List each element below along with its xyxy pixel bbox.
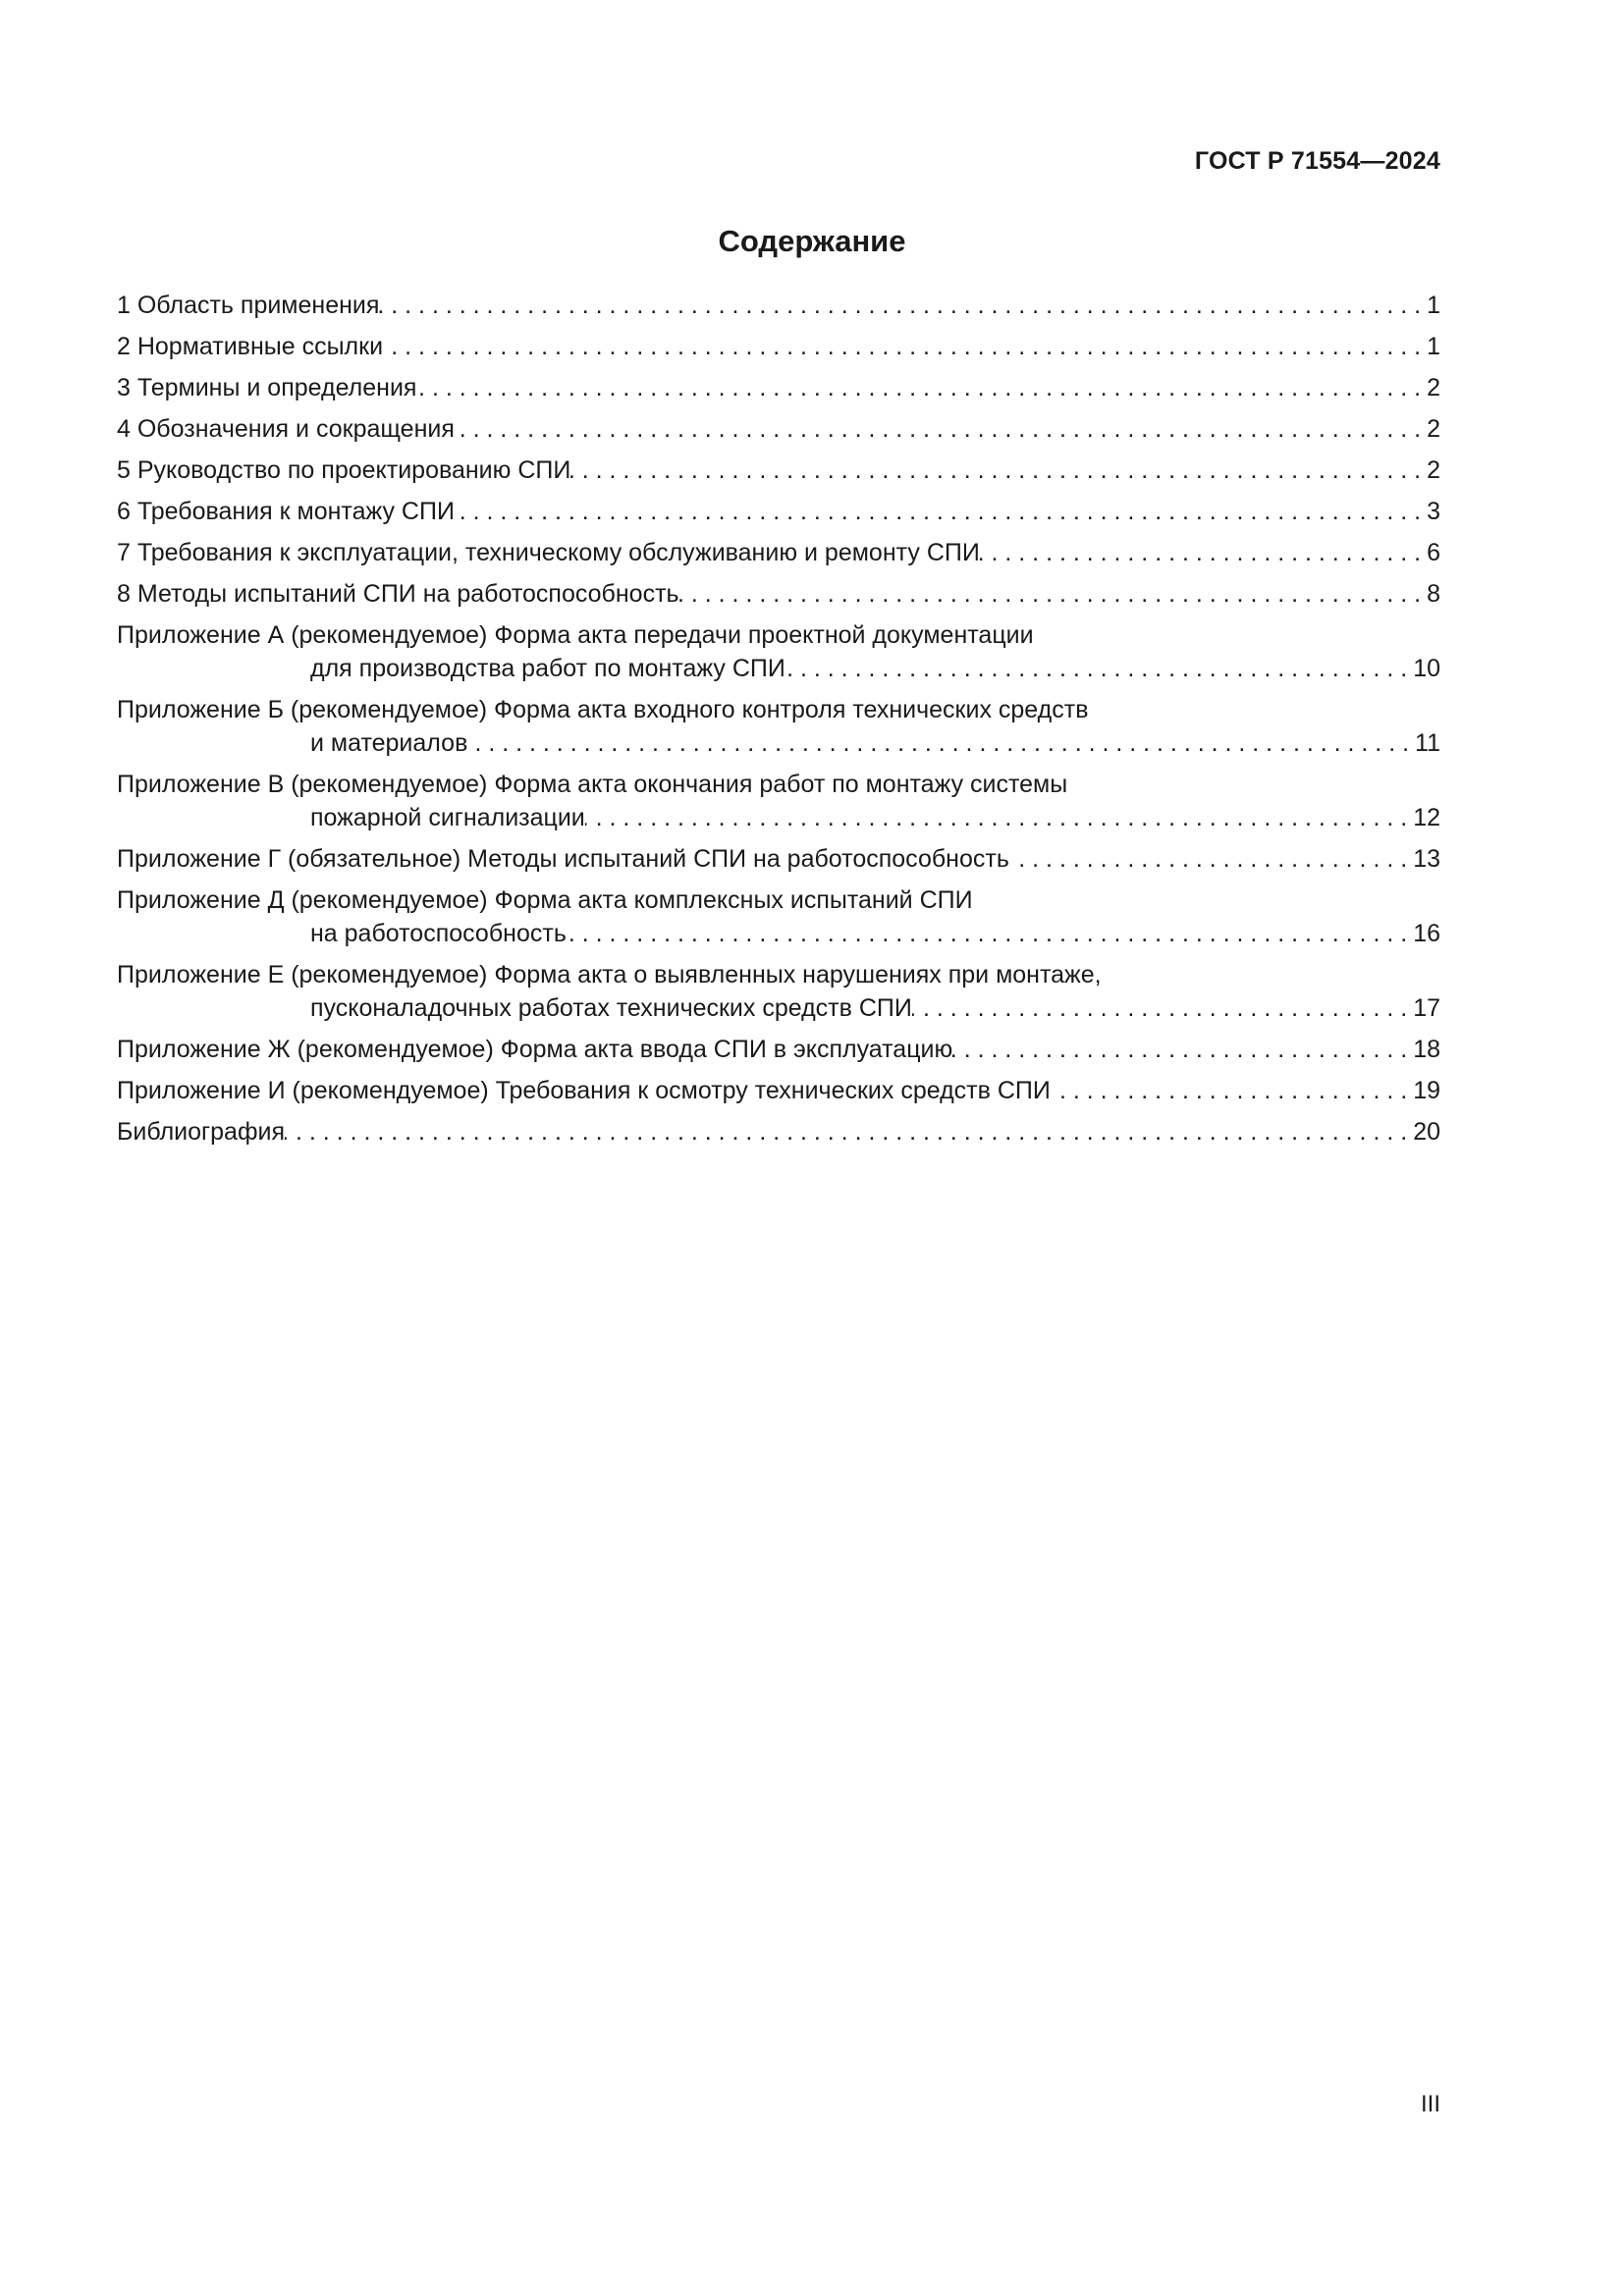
toc-leader-dots [785,652,1413,685]
toc-entry[interactable] [117,450,1440,491]
toc-entry-line [117,326,1440,367]
toc-entry[interactable] [117,880,1440,954]
toc-leader-dots [570,450,1427,491]
toc-entry-line [117,1029,1440,1070]
toc-entry-line [117,768,1440,801]
toc-entry-line [117,838,1440,880]
toc-entry-line [117,491,1440,532]
toc-leader-dots [1009,838,1413,880]
toc-entry[interactable] [117,1029,1440,1070]
toc-leader-dots [455,408,1427,450]
toc-entry-continuation [117,652,1440,685]
toc-entry-label: на работоспособность [310,920,567,947]
toc-leader-dots [912,991,1413,1025]
toc-entry-line [117,1070,1440,1111]
toc-entry-line [117,450,1440,491]
toc-leader-dots [952,1029,1413,1070]
toc-leader-dots [679,573,1428,614]
toc-entry-line [117,573,1440,614]
toc-entry-page: 11 [1415,729,1440,757]
toc-entry-label: Приложение Г (обязательное) Методы испытаний СПИ на работоспособность [117,845,1009,873]
toc-entry-page: 17 [1413,994,1440,1022]
toc-entry-label: и материалов [310,729,468,757]
toc-entry-label: Приложение Д (рекомендуемое) Форма акта комплексных испытаний СПИ [117,886,973,914]
toc-entry-label: Приложение Ж (рекомендуемое) Форма акта ввода СПИ в эксплуатацию [117,1036,953,1063]
toc-entry-line [117,1111,1440,1152]
toc-entry-label: для производства работ по монтажу СПИ [310,655,785,682]
toc-entry-page: 1 [1427,333,1440,360]
toc-entry[interactable] [117,1111,1440,1152]
toc-entry-label: 6 Требования к монтажу СПИ [117,498,455,525]
toc-leader-dots [455,491,1427,532]
toc-leader-dots [416,367,1427,408]
toc-entry[interactable] [117,326,1440,367]
toc-entry-continuation [117,801,1440,834]
toc-entry-line [117,618,1440,652]
toc-entry-page: 8 [1427,580,1440,608]
toc-entry-label: 2 Нормативные ссылки [117,333,384,360]
toc-entry[interactable] [117,954,1440,1029]
toc-entry-label: Приложение Е (рекомендуемое) Форма акта о выявленных нарушениях при монтаже, [117,961,1102,988]
toc-entry-page: 1 [1427,292,1440,319]
toc-entry-continuation [117,726,1440,760]
toc-entry-label: 3 Термины и определения [117,374,417,401]
toc-entry-label: 1 Область применения [117,292,380,319]
toc-entry-page: 12 [1413,804,1440,831]
toc-entry-page: 20 [1413,1118,1440,1146]
toc-entry-page: 2 [1427,415,1440,443]
toc-entry-page: 13 [1413,845,1440,873]
toc-entry[interactable] [117,689,1440,764]
toc-leader-dots [980,532,1427,573]
toc-leader-dots [379,285,1427,326]
toc-entry-page: 19 [1413,1077,1440,1104]
toc-entry[interactable] [117,408,1440,450]
toc-entry[interactable] [117,764,1440,838]
toc-entry-page: 10 [1413,655,1440,682]
toc-entry-label: Приложение В (рекомендуемое) Форма акта окончания работ по монтажу системы [117,771,1068,798]
toc-leader-dots [285,1111,1413,1152]
toc-entry[interactable] [117,285,1440,326]
toc-entry-line [117,285,1440,326]
toc-entry-label: пусконаладочных работах технических средств СПИ [310,994,912,1022]
toc-entry-label: 5 Руководство по проектированию СПИ [117,456,571,484]
toc-entry-label: 7 Требования к эксплуатации, техническому обслуживанию и ремонту СПИ [117,539,980,566]
toc-entry-continuation [117,991,1440,1025]
toc-entry-page: 2 [1427,456,1440,484]
toc-entry[interactable] [117,532,1440,573]
toc-entry-label: Приложение И (рекомендуемое) Требования к осмотру технических средств СПИ [117,1077,1051,1104]
toc-entry[interactable] [117,491,1440,532]
toc-entry[interactable] [117,1070,1440,1111]
toc-leader-dots [1051,1070,1413,1111]
toc-leader-dots [383,326,1427,367]
toc-entry[interactable] [117,614,1440,689]
toc-entry-label: 8 Методы испытаний СПИ на работоспособность [117,580,679,608]
toc-leader-dots [567,917,1413,950]
standard-code: ГОСТ Р 71554—2024 [1194,147,1440,175]
toc-entry[interactable] [117,367,1440,408]
toc-entry-line [117,408,1440,450]
toc-entry-label: Приложение Б (рекомендуемое) Форма акта входного контроля технических средств [117,696,1089,723]
toc-entry[interactable] [117,573,1440,614]
toc-entry-line [117,532,1440,573]
toc-entry-continuation [117,917,1440,950]
toc-entry-page: 2 [1427,374,1440,401]
toc-entry-line [117,367,1440,408]
toc-entry-line [117,693,1440,726]
toc-entry-label: пожарной сигнализации [310,804,585,831]
page-number: III [1420,2091,1440,2117]
toc-entry-label: 4 Обозначения и сокращения [117,415,455,443]
toc-entry-page: 6 [1427,539,1440,566]
toc-entry-line [117,958,1440,991]
toc-entry-line [117,883,1440,917]
toc-entry-page: 16 [1413,920,1440,947]
toc-entry[interactable] [117,838,1440,880]
toc-leader-dots [467,726,1415,760]
toc-entry-label: Приложение А (рекомендуемое) Форма акта передачи проектной документации [117,621,1034,649]
table-of-contents [117,285,1440,1152]
toc-entry-label: Библиография [117,1118,286,1146]
toc-entry-page: 3 [1427,498,1440,525]
toc-leader-dots [585,801,1413,834]
toc-title: Содержание [718,224,906,258]
toc-entry-page: 18 [1413,1036,1440,1063]
